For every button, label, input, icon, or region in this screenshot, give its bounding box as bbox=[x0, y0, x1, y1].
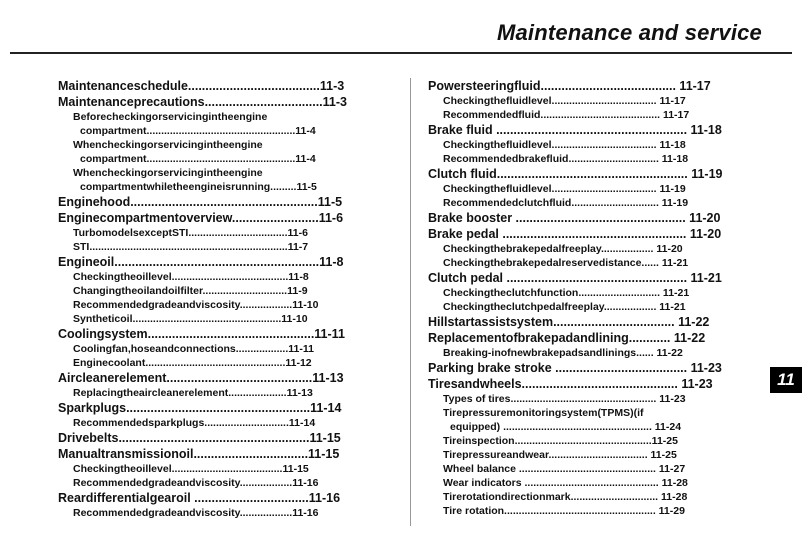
toc-entry[interactable]: Drivebelts.......................................................11-15 bbox=[58, 431, 341, 445]
toc-entry[interactable]: Recommendedgradeandviscosity..................11-10 bbox=[73, 299, 319, 311]
toc-entry[interactable]: Beforecheckingorservicingintheengine bbox=[73, 111, 268, 123]
toc-entry[interactable]: Breaking-inofnewbrakepadsandlinings...... 11-22 bbox=[443, 347, 683, 359]
toc-entry[interactable]: Recommendedgradeandviscosity..................11-16 bbox=[73, 507, 319, 519]
toc-entry[interactable]: Reardifferentialgearoil .................................11-16 bbox=[58, 491, 341, 505]
toc-entry[interactable]: Recommendedfluid......................................... 11-17 bbox=[443, 109, 690, 121]
toc-entry[interactable]: compartmentwhiletheengineisrunning.........11-5 bbox=[80, 181, 317, 193]
toc-entry[interactable]: Enginehood......................................................11-5 bbox=[58, 195, 343, 209]
toc-entry[interactable]: Clutch fluid....................................................... 11-19 bbox=[428, 167, 723, 181]
toc-entry[interactable]: Maintenanceschedule......................................11-3 bbox=[58, 79, 345, 93]
toc-right-column bbox=[428, 78, 761, 518]
toc-entry[interactable]: Checkingthefluidlevel.................................... 11-17 bbox=[443, 95, 686, 107]
toc-entry[interactable]: Tiresandwheels............................................. 11-23 bbox=[428, 377, 713, 391]
toc-entry[interactable]: Engineoil...........................................................11-8 bbox=[58, 255, 344, 269]
toc-left-column bbox=[58, 78, 376, 520]
toc-entry[interactable]: compartment...................................................11-4 bbox=[80, 153, 316, 165]
toc-entry[interactable]: Whencheckingorservicingintheengine bbox=[73, 167, 263, 179]
toc-entry[interactable]: Recommendedbrakefluid............................... 11-18 bbox=[443, 153, 689, 165]
toc-entry[interactable]: Sparkplugs.....................................................11-14 bbox=[58, 401, 342, 415]
toc-entry[interactable]: Syntheticoil...................................................11-10 bbox=[73, 313, 308, 325]
toc-entry[interactable]: Tireinspection...............................................11-25 bbox=[443, 435, 678, 447]
toc-entry[interactable]: Manualtransmissionoil.................................11-15 bbox=[58, 447, 340, 461]
toc-entry[interactable]: Checkingtheoillevel........................................11-8 bbox=[73, 271, 309, 283]
toc-entry[interactable]: Clutch pedal .................................................... 11-21 bbox=[428, 271, 722, 285]
toc-entry[interactable]: Recommendedsparkplugs.............................11-14 bbox=[73, 417, 316, 429]
toc-entry[interactable]: Replacingtheaircleanerelement....................11-13 bbox=[73, 387, 313, 399]
toc-entry[interactable]: Wheel balance ............................................... 11-27 bbox=[443, 463, 686, 475]
toc-entry[interactable]: Checkingtheoillevel......................................11-15 bbox=[73, 463, 309, 475]
toc-entry[interactable]: Brake fluid ....................................................... 11-18 bbox=[428, 123, 722, 137]
chapter-tab: 11 bbox=[770, 367, 802, 393]
header-rule bbox=[10, 52, 792, 54]
toc-entry[interactable]: Brake pedal ..................................................... 11-20 bbox=[428, 227, 722, 241]
toc-entry[interactable]: Brake booster ................................................. 11-20 bbox=[428, 211, 721, 225]
toc-entry[interactable]: Checkingtheclutchfunction............................ 11-21 bbox=[443, 287, 690, 299]
toc-entry[interactable]: Enginecoolant................................................11-12 bbox=[73, 357, 312, 369]
toc-entry[interactable]: equipped) ................................................... 11-24 bbox=[450, 421, 682, 433]
toc-entry[interactable]: Checkingtheclutchpedalfreeplay.................. 11-21 bbox=[443, 301, 686, 313]
toc-entry[interactable]: Wear indicators .............................................. 11-28 bbox=[443, 477, 688, 489]
toc-entry[interactable]: Coolingsystem................................................11-11 bbox=[58, 327, 345, 341]
toc-entry[interactable]: Coolingfan,hoseandconnections..................11-11 bbox=[73, 343, 314, 355]
toc-entry[interactable]: Whencheckingorservicingintheengine bbox=[73, 139, 263, 151]
column-divider bbox=[410, 78, 411, 526]
toc-entry[interactable]: Changingtheoilandoilfilter.............................11-9 bbox=[73, 285, 308, 297]
toc-entry[interactable]: Replacementofbrakepadandlining............ 11-22 bbox=[428, 331, 706, 345]
toc-entry[interactable]: Parking brake stroke ...................................... 11-23 bbox=[428, 361, 722, 375]
toc-entry[interactable]: Recommendedgradeandviscosity..................11-16 bbox=[73, 477, 319, 489]
toc-entry[interactable]: Tirepressuremonitoringsystem(TPMS)(if bbox=[443, 407, 644, 419]
toc-entry[interactable]: Checkingthebrakepedalreservedistance...... 11-21 bbox=[443, 257, 689, 269]
toc-entry[interactable]: Recommendedclutchfluid.............................. 11-19 bbox=[443, 197, 689, 209]
page-title: Maintenance and service bbox=[496, 20, 762, 45]
toc-entry[interactable]: Checkingthefluidlevel.................................... 11-18 bbox=[443, 139, 686, 151]
toc-entry[interactable]: Aircleanerelement..........................................11-13 bbox=[58, 371, 344, 385]
toc-entry[interactable]: Maintenanceprecautions..................................11-3 bbox=[58, 95, 347, 109]
toc-entry[interactable]: Checkingthebrakepedalfreeplay.................. 11-20 bbox=[443, 243, 683, 255]
toc-entry[interactable]: Types of tires.................................................. 11-23 bbox=[443, 393, 686, 405]
toc-entry[interactable]: Tirerotationdirectionmark.............................. 11-28 bbox=[443, 491, 688, 503]
toc-entry[interactable]: Tirepressureandwear.................................. 11-25 bbox=[443, 449, 677, 461]
toc-entry[interactable]: Tire rotation.................................................... 11-29 bbox=[443, 505, 685, 517]
toc-entry[interactable]: TurbomodelsexceptSTI..................................11-6 bbox=[73, 227, 308, 239]
toc-entry[interactable]: Enginecompartmentoverview.........................11-6 bbox=[58, 211, 344, 225]
toc-entry[interactable]: compartment...................................................11-4 bbox=[80, 125, 316, 137]
toc-entry[interactable]: STI....................................................................11-7 bbox=[73, 241, 309, 253]
toc-entry[interactable]: Powersteeringfluid....................................... 11-17 bbox=[428, 79, 711, 93]
toc-entry[interactable]: Checkingthefluidlevel.................................... 11-19 bbox=[443, 183, 686, 195]
toc-entry[interactable]: Hillstartassistsystem................................... 11-22 bbox=[428, 315, 710, 329]
